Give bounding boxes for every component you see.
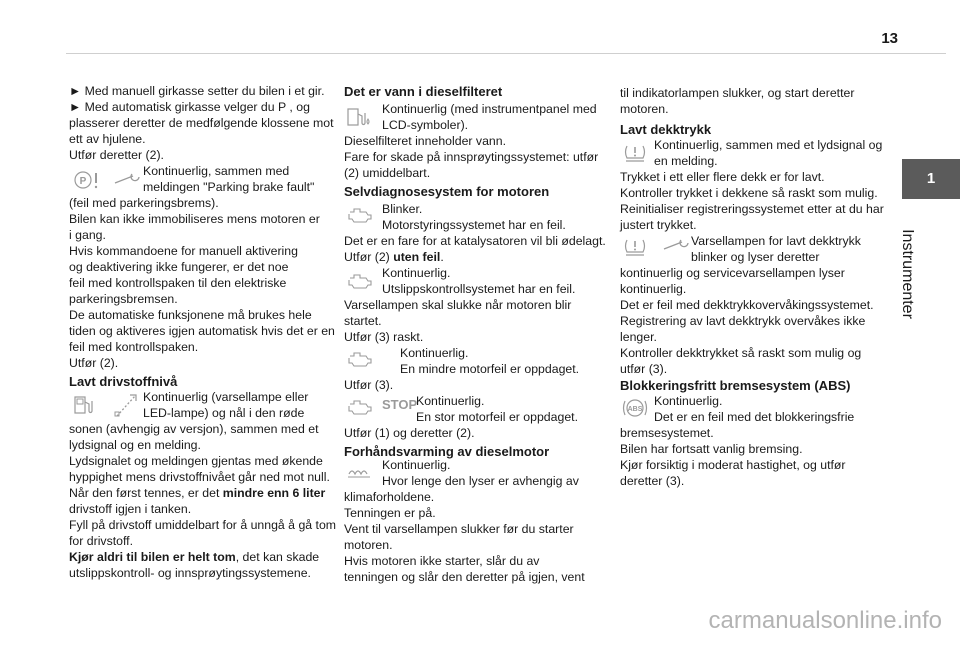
tyre-heading: Lavt dekktrykk <box>620 122 712 137</box>
low-tyre-pressure-icon <box>622 236 648 258</box>
text-line: Utfør deretter (2). <box>69 148 164 162</box>
text-line: Kjør forsiktig i moderat hastighet, og utfør <box>620 458 846 472</box>
text-line: Kontinuerlig, sammen med <box>143 164 290 178</box>
text-line: Vent til varsellampen slukker før du starter <box>344 522 574 536</box>
wrench-icon <box>113 172 141 186</box>
text-line: De automatiske funksjonene må brukes hele <box>69 308 312 322</box>
text-line: Hvor lenge den lyser er avhengig av <box>382 474 579 488</box>
fuel-gauge-needle-icon <box>113 392 141 418</box>
parking-brake-fault-icon <box>71 170 99 190</box>
text-line: Utfør (3). <box>344 378 394 392</box>
text-run-bold: uten feil <box>393 250 441 264</box>
text-line: (feil med parkeringsbrems). <box>69 196 219 210</box>
diagnosis-heading: Selvdiagnosesystem for motoren <box>344 184 550 199</box>
text-line: ► Med manuell girkasse setter du bilen i et gir. <box>69 84 325 98</box>
stop-label: STOP <box>382 397 418 412</box>
text-line: Blinker. <box>382 202 423 216</box>
text-line: tenningen og slår den deretter på igjen, vent <box>344 570 585 584</box>
header-rule <box>66 53 946 54</box>
text-line: motoren. <box>344 538 393 552</box>
text-run: Når den først tennes, er det <box>69 486 220 500</box>
text-line: blinker og lyser deretter <box>691 250 820 264</box>
text-line: Det er feil med dekktrykkovervåkingssystemet. <box>620 298 874 312</box>
text-line: ► Med automatisk girkasse velger du P , og <box>69 100 310 114</box>
text-line: Kontinuerlig. <box>382 266 451 280</box>
text-run: Utfør (2) <box>344 250 390 264</box>
text-line: Kontinuerlig. <box>654 394 723 408</box>
text-line: Tenningen er på. <box>344 506 436 520</box>
text-line <box>69 486 325 502</box>
preheat-heading: Forhåndsvarming av dieselmotor <box>344 444 550 459</box>
text-line: Kontroller trykket i dekkene så raskt som mulig. <box>620 186 878 200</box>
text-line: LED-lampe) og nål i den røde <box>143 406 305 420</box>
text-line: meldingen "Parking brake fault" <box>143 180 315 194</box>
text-line: Kontinuerlig. <box>382 458 451 472</box>
text-line: Hvis kommandoene for manuell aktivering <box>69 244 298 258</box>
text-line: Varsellampen skal slukke når motoren blir <box>344 298 572 312</box>
text-line: Kontroller dekktrykket så raskt som mulig og <box>620 346 862 360</box>
text-line: kontinuerlig. <box>620 282 687 296</box>
text-line: utslippskontroll- og innsprøytingssystemene. <box>69 566 311 580</box>
text-line: Utslippskontrollsystemet har en feil. <box>382 282 576 296</box>
text-line: startet. <box>344 314 382 328</box>
text-line: klimaforholdene. <box>344 490 435 504</box>
text-line: En mindre motorfeil er oppdaget. <box>400 362 580 376</box>
text-line: i gang. <box>69 228 106 242</box>
text-line: ett av hjulene. <box>69 132 146 146</box>
text-line: plasserer deretter de medfølgende klossene mot <box>69 116 334 130</box>
text-line: for drivstoff. <box>69 534 134 548</box>
watermark: carmanualsonline.info <box>708 607 942 634</box>
text-line: Registrering av lavt dekktrykk overvåkes ikke <box>620 314 866 328</box>
text-line: tiden og aktiveres igjen automatisk hvis det er en <box>69 324 335 338</box>
text-line: bremsesystemet. <box>620 426 714 440</box>
engine-icon <box>346 398 374 416</box>
text-line: Hvis motoren ikke starter, slår du av <box>344 554 540 568</box>
text-line: Kontinuerlig (med instrumentpanel med <box>382 102 597 116</box>
text-line: Fyll på drivstoff umiddelbart for å unngå å gå tom <box>69 518 337 532</box>
text-line: feil med kontrollspaken. <box>69 340 199 354</box>
text-line: utfør (3). <box>620 362 668 376</box>
glow-plug-icon <box>346 462 374 480</box>
svg-text:P: P <box>79 176 87 187</box>
text-line: Utfør (2). <box>69 356 119 370</box>
text-line: Fare for skade på innsprøytingssystemet: utfør <box>344 150 599 164</box>
engine-icon <box>346 206 374 224</box>
text-line: kontinuerlig og servicevarsellampen lyser <box>620 266 845 280</box>
text-line: (2) umiddelbart. <box>344 166 431 180</box>
text-line: parkeringsbremsen. <box>69 292 178 306</box>
text-line: Varsellampen for lavt dekktrykk <box>691 234 861 248</box>
section-title <box>878 214 936 334</box>
text-line: Det er en fare for at katalysatoren vil bli ødelagt. <box>344 234 606 248</box>
text-line: motoren. <box>620 102 669 116</box>
fuel-pump-icon <box>73 394 95 416</box>
text-line: feil med kontrollspaken til den elektriske <box>69 276 287 290</box>
text-line <box>344 250 444 266</box>
text-line: Kontinuerlig, sammen med et lydsignal og <box>654 138 883 152</box>
text-line: deretter (3). <box>620 474 685 488</box>
text-line: LCD-symboler). <box>382 118 469 132</box>
text-line: en melding. <box>654 154 718 168</box>
text-line: Kontinuerlig. <box>400 346 469 360</box>
section-title-text: Instrumenter <box>899 229 916 319</box>
abs-label: ABS <box>627 406 643 413</box>
abs-icon <box>622 396 648 420</box>
text-line: Motorstyringssystemet har en feil. <box>382 218 566 232</box>
fuel-heading: Lavt drivstoffnivå <box>69 374 178 389</box>
text-line: lenger. <box>620 330 657 344</box>
text-line: og deaktivering ikke fungerer, er det noe <box>69 260 289 274</box>
text-line: til indikatorlampen slukker, og start deretter <box>620 86 855 100</box>
text-line: Trykket i ett eller flere dekk er for lavt. <box>620 170 825 184</box>
abs-heading: Blokkeringsfritt bremsesystem (ABS) <box>620 378 851 393</box>
text-line: lydsignal og en melding. <box>69 438 201 452</box>
engine-icon <box>346 350 374 368</box>
text-run: . <box>440 250 444 264</box>
text-line: hyppighet mens drivstoffnivået går ned mot null. <box>69 470 330 484</box>
text-line: En stor motorfeil er oppdaget. <box>416 410 578 424</box>
text-line: justert trykket. <box>620 218 697 232</box>
text-line: Kontinuerlig (varsellampe eller <box>143 390 309 404</box>
wrench-icon <box>662 238 690 252</box>
text-line: Bilen har fortsatt vanlig bremsing. <box>620 442 803 456</box>
text-line <box>69 550 319 566</box>
text-line: Bilen kan ikke immobiliseres mens motoren er <box>69 212 320 226</box>
text-line: sonen (avhengig av versjon), sammen med et <box>69 422 319 436</box>
text-line: Utfør (1) og deretter (2). <box>344 426 475 440</box>
text-line: Dieselfilteret inneholder vann. <box>344 134 507 148</box>
water-heading: Det er vann i dieselfilteret <box>344 84 503 99</box>
text-line: Det er en feil med det blokkeringsfrie <box>654 410 855 424</box>
text-run-bold: Kjør aldri til bilen er helt tom <box>69 550 236 564</box>
water-in-fuel-icon <box>346 106 372 128</box>
engine-icon <box>346 272 374 290</box>
page-number: 13 <box>881 30 898 47</box>
stop-icon <box>382 396 418 412</box>
text-line: Lydsignalet og meldingen gjentas med økende <box>69 454 323 468</box>
text-line: Reinitialiser registreringssystemet etter at du har <box>620 202 884 216</box>
low-tyre-pressure-icon <box>622 142 648 164</box>
chapter-tab[interactable]: 1 <box>902 159 960 199</box>
text-line: Kontinuerlig. <box>416 394 485 408</box>
text-line: drivstoff igjen i tanken. <box>69 502 192 516</box>
text-run-bold: mindre enn 6 liter <box>222 486 326 500</box>
text-line: Utfør (3) raskt. <box>344 330 424 344</box>
text-run: , det kan skade <box>235 550 320 564</box>
